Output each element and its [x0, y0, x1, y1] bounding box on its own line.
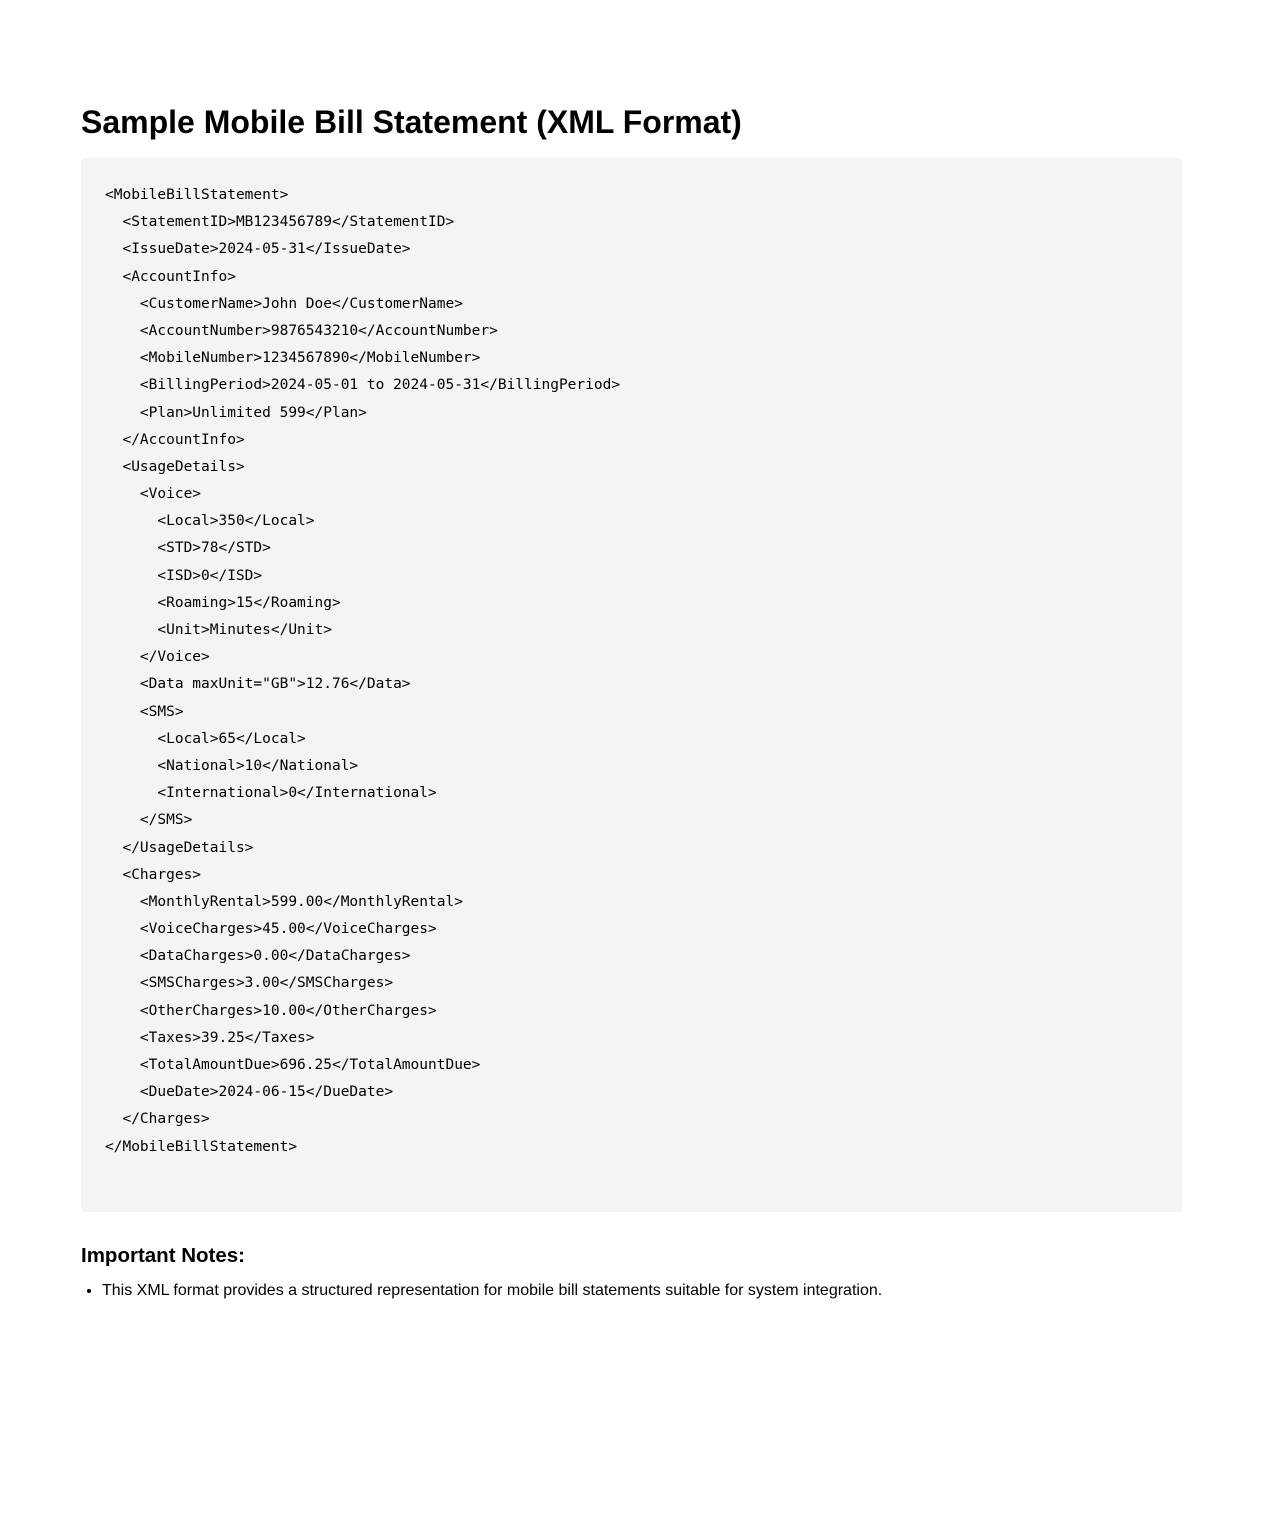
- xml-code-line: </Charges>: [105, 1111, 210, 1128]
- xml-code-line: <UsageDetails>: [105, 458, 245, 475]
- notes-heading: Important Notes:: [81, 1244, 245, 1267]
- xml-code-line: <TotalAmountDue>696.25</TotalAmountDue>: [105, 1057, 481, 1073]
- xml-code-line: <IssueDate>2024-05-31</IssueDate>: [105, 241, 411, 258]
- xml-code-line: </Voice>: [105, 649, 210, 666]
- xml-code-line: <Charges>: [105, 866, 202, 883]
- xml-code-line: <OtherCharges>10.00</OtherCharges>: [105, 1002, 437, 1019]
- page-title: Sample Mobile Bill Statement (XML Format): [81, 104, 742, 140]
- xml-code-line: <VoiceCharges>45.00</VoiceCharges>: [105, 921, 437, 938]
- xml-code-line: <StatementID>MB123456789</StatementID>: [105, 214, 455, 231]
- xml-code-line: </MobileBillStatement>: [105, 1138, 298, 1155]
- xml-code-line: </SMS>: [105, 812, 193, 829]
- note-item: • This XML format provides a structured representation for mobile bill statements suitable for system integration.: [102, 1280, 1182, 1302]
- xml-code-block: [81, 158, 1182, 1212]
- xml-code-line: <Data maxUnit="GB">12.76</Data>: [105, 676, 411, 693]
- xml-code-line: </AccountInfo>: [105, 431, 245, 448]
- xml-code-line: <MobileNumber>1234567890</MobileNumber>: [105, 350, 481, 367]
- xml-code-line: </UsageDetails>: [105, 839, 254, 856]
- xml-code-line: <MonthlyRental>599.00</MonthlyRental>: [105, 893, 463, 910]
- xml-code-line: <SMS>: [105, 703, 184, 720]
- xml-code-line: <Plan>Unlimited 599</Plan>: [105, 404, 367, 421]
- xml-code-line: <Roaming>15</Roaming>: [105, 594, 341, 611]
- xml-code-line: <DueDate>2024-06-15</DueDate>: [105, 1084, 394, 1101]
- notes-list: [81, 1280, 1182, 1302]
- xml-code-line: <BillingPeriod>2024-05-01 to 2024-05-31</BillingPeriod>: [105, 377, 621, 394]
- xml-code-line: <AccountInfo>: [105, 268, 236, 285]
- xml-code-line: <Local>350</Local>: [105, 513, 315, 530]
- xml-code-line: <Unit>Minutes</Unit>: [105, 622, 332, 638]
- xml-code-line: <STD>78</STD>: [105, 540, 271, 557]
- xml-code-line: <MobileBillStatement>: [105, 187, 289, 203]
- xml-code-line: <Local>65</Local>: [105, 730, 306, 747]
- xml-code-line: <International>0</International>: [105, 785, 437, 802]
- xml-code-line: <Voice>: [105, 486, 202, 503]
- xml-code-line: <National>10</National>: [105, 757, 359, 774]
- xml-code-line: <SMSCharges>3.00</SMSCharges>: [105, 975, 394, 992]
- xml-code-line: <CustomerName>John Doe</CustomerName>: [105, 295, 463, 312]
- xml-code-line: <Taxes>39.25</Taxes>: [105, 1029, 315, 1046]
- xml-code-line: <AccountNumber>9876543210</AccountNumber>: [105, 322, 498, 339]
- xml-code-line: <ISD>0</ISD>: [105, 567, 263, 584]
- xml-code-line: <DataCharges>0.00</DataCharges>: [105, 948, 411, 965]
